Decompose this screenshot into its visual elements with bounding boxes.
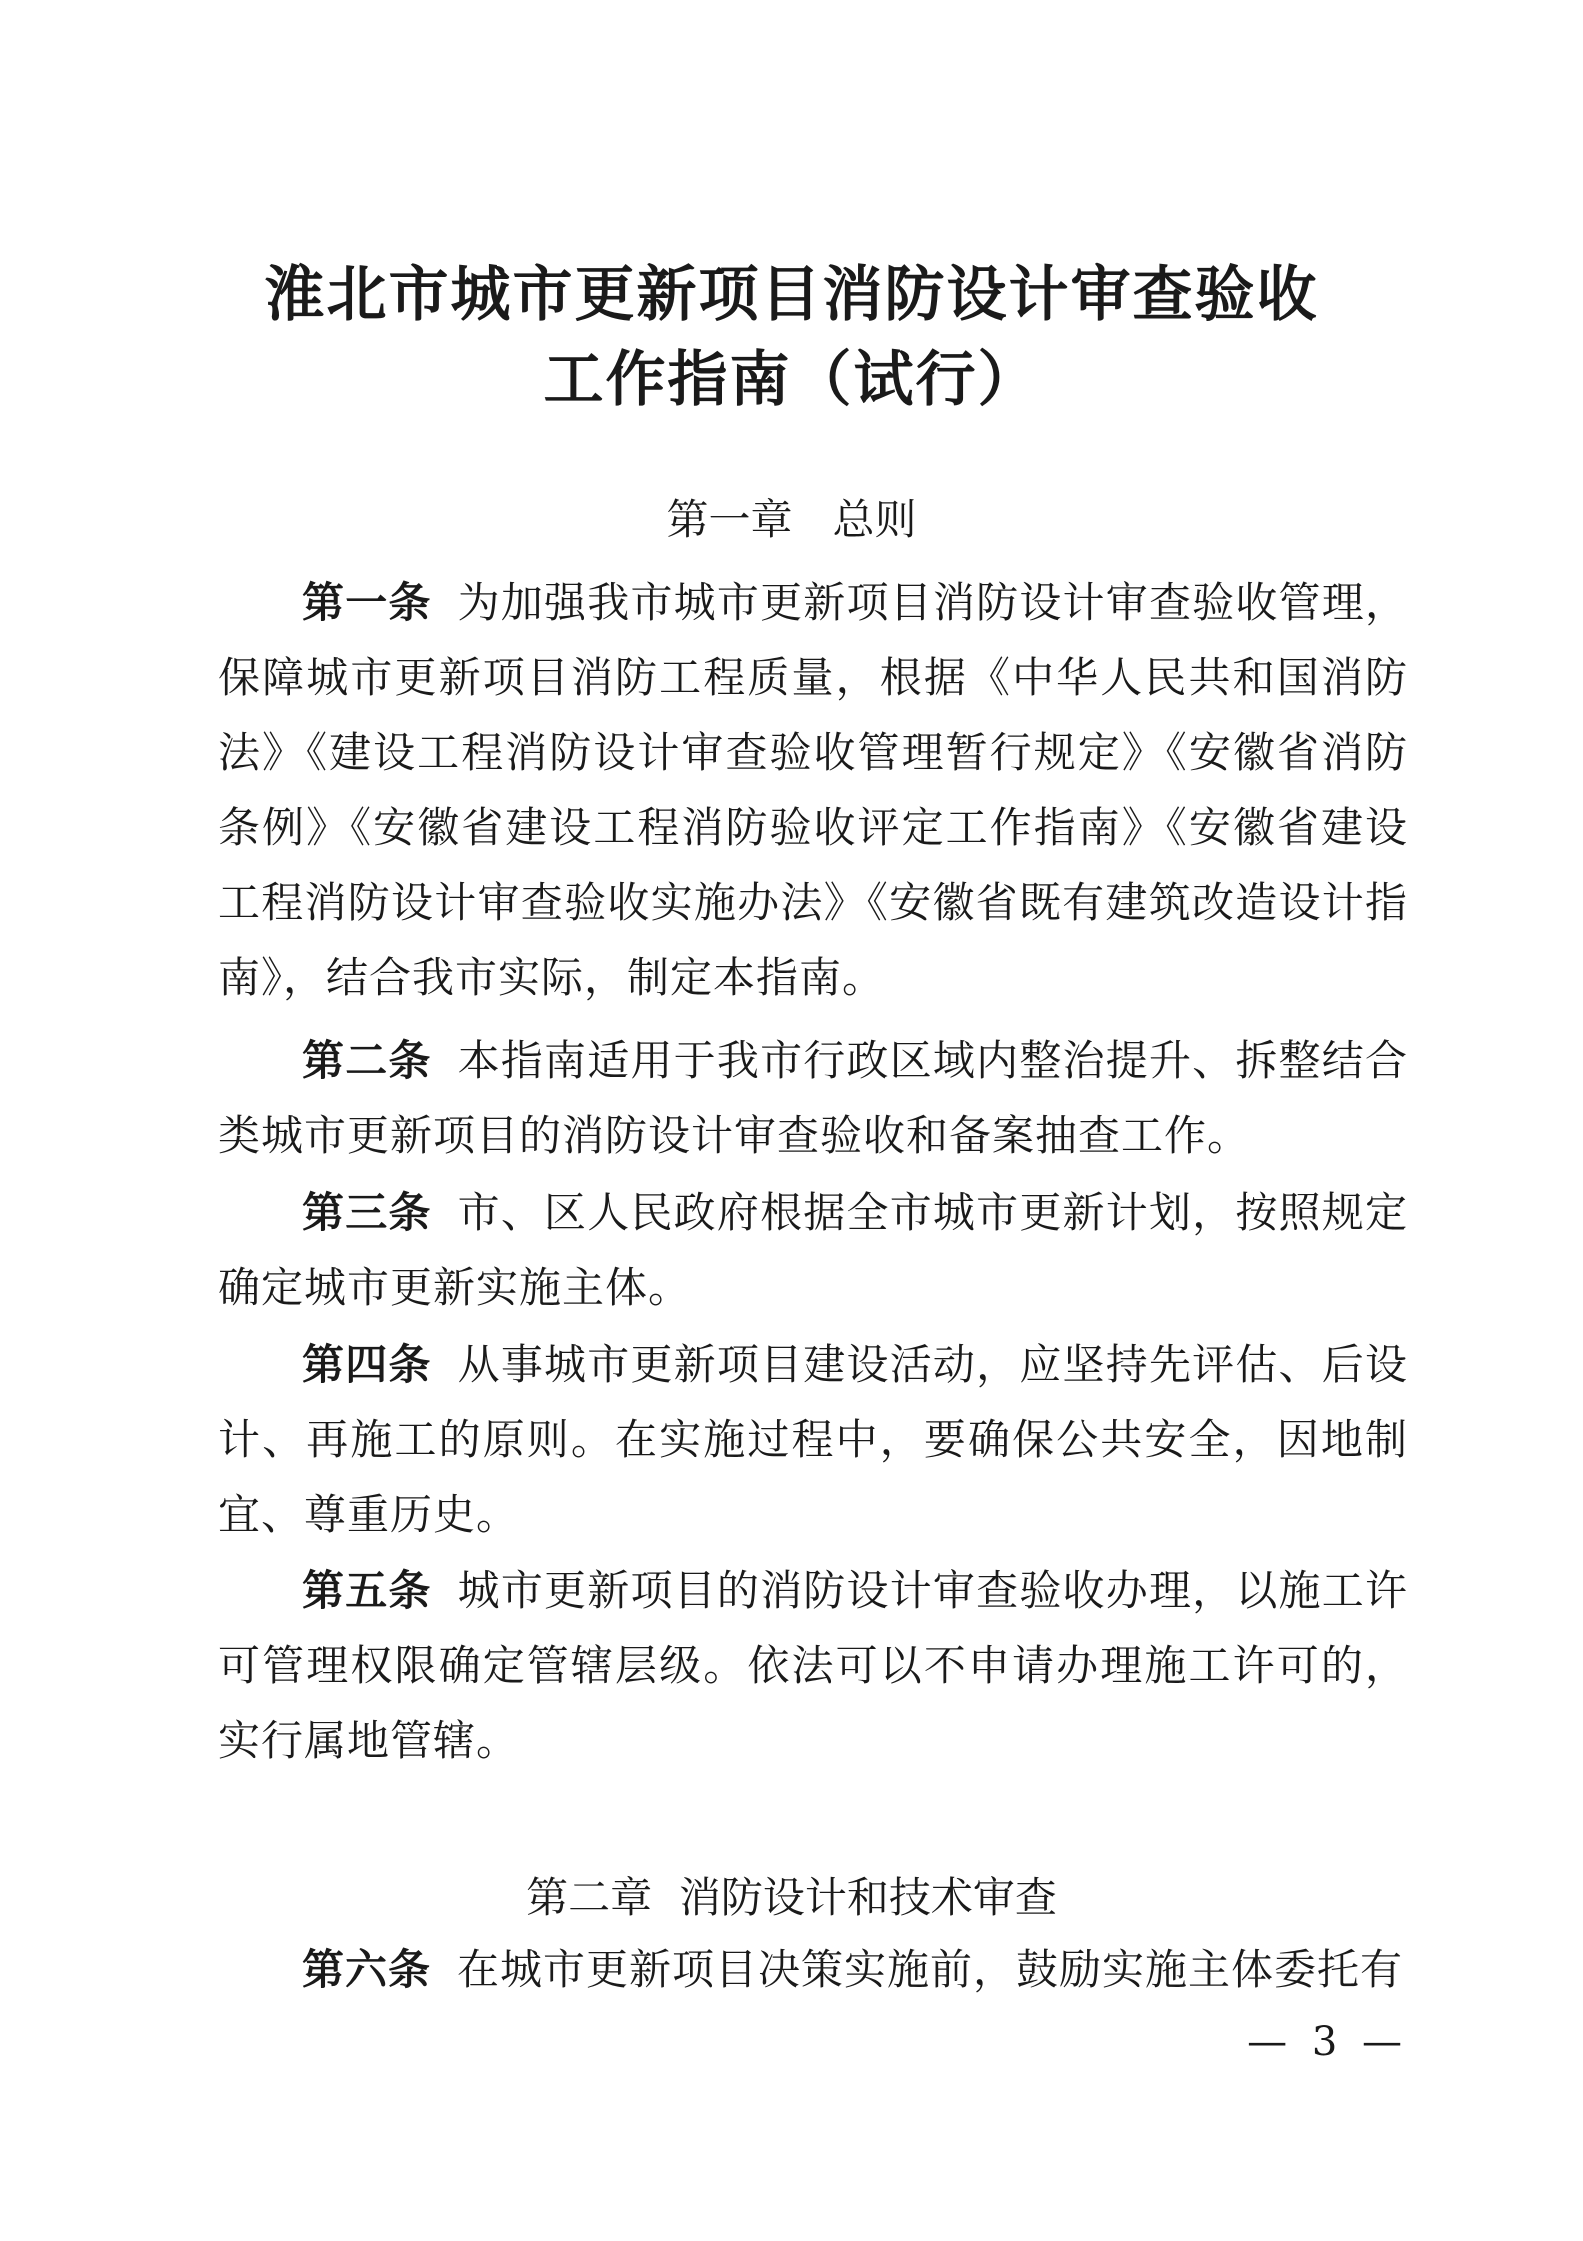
article-1: [218, 565, 1408, 1015]
chapter-1-heading: [200, 490, 1383, 550]
article-4: [218, 1327, 1408, 1552]
article-5-text: 城市更新项目的消防设计审查验收办理，以施工许可管理权限确定管辖层级。依法可以不申请办理施工许可的，实行属地管辖。: [218, 1566, 1408, 1765]
chapter-1-number: 第一章: [666, 495, 793, 544]
article-3-text: 市、区人民政府根据全市城市更新计划，按照规定确定城市更新实施主体。: [218, 1188, 1408, 1312]
document-title-line-1: 淮北市城市更新项目消防设计审查验收: [264, 260, 1319, 330]
article-6: [218, 1932, 1408, 2007]
article-2: [218, 1023, 1408, 1173]
article-3: [218, 1175, 1408, 1325]
article-5: [218, 1553, 1408, 1778]
document-title-line-2: 工作指南（试行）: [543, 345, 1040, 415]
article-5-label: 第五条: [302, 1566, 432, 1615]
page-number: — 3 —: [1247, 2019, 1408, 2065]
article-2-label: 第二条: [302, 1036, 432, 1085]
article-1-label: 第一条: [302, 578, 432, 627]
article-4-label: 第四条: [302, 1340, 432, 1389]
article-1-text: 为加强我市城市更新项目消防设计审查验收管理，保障城市更新项目消防工程质量，根据《中华人民共和国消防法》《建设工程消防设计审查验收管理暂行规定》《安徽省消防条例》《安徽省建设工程消防验收评定工作指南》《安徽省建设工程消防设计审查验收实施办法》《安徽省既有建筑改造设计指南》，结合我市实际，制定本指南。: [218, 578, 1408, 1002]
chapter-1-name: 总则: [832, 495, 917, 544]
article-6-text: 在城市更新项目决策实施前，鼓励实施主体委托有: [457, 1945, 1404, 1994]
chapter-2-heading: 第二章 消防设计和技术审查: [526, 1873, 1057, 1922]
article-3-label: 第三条: [302, 1188, 432, 1237]
article-6-label: 第六条: [302, 1945, 432, 1994]
article-4-text: 从事城市更新项目建设活动，应坚持先评估、后设计、再施工的原则。在实施过程中，要确保公共安全，因地制宜、尊重历史。: [218, 1340, 1408, 1539]
article-2-text: 本指南适用于我市行政区域内整治提升、拆整结合类城市更新项目的消防设计审查验收和备案抽查工作。: [218, 1036, 1408, 1160]
